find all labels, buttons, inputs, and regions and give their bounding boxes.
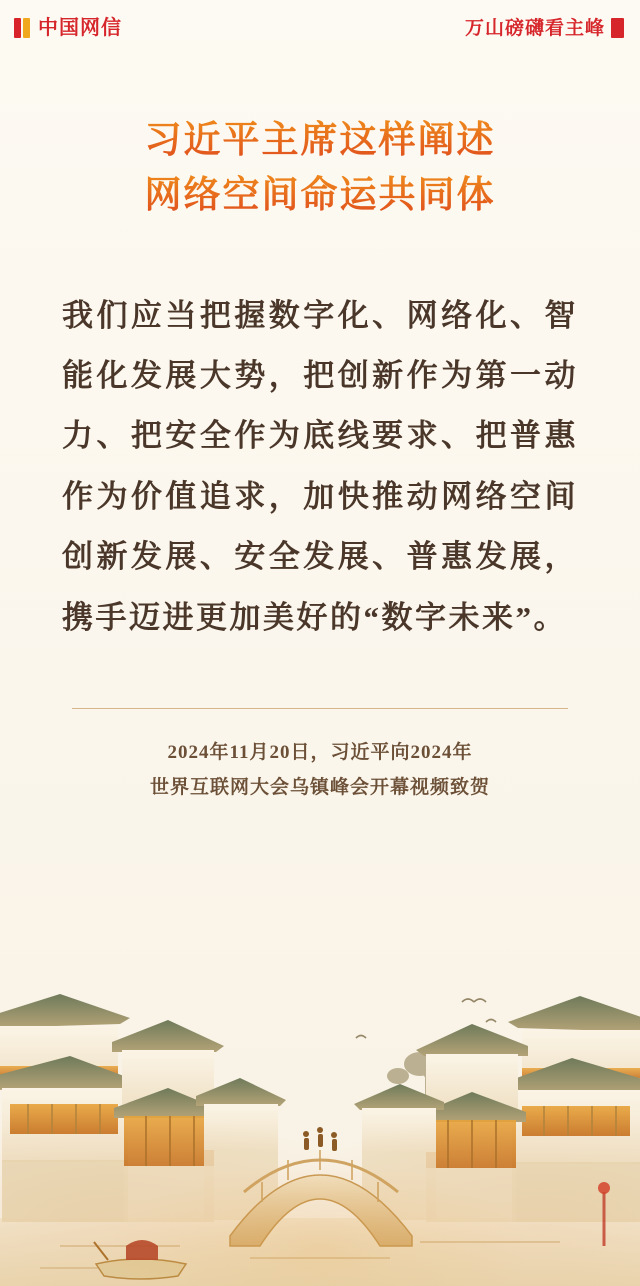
title-line-1: 习近平主席这样阐述: [40, 114, 600, 169]
page-title: [0, 114, 640, 224]
campaign-label: 万山磅礴看主峰: [464, 17, 605, 39]
brand-label: 中国网信: [38, 17, 122, 39]
top-bar: [0, 0, 640, 56]
flag-mark-icon: [14, 17, 31, 39]
source-line-2: 世界互联网大会乌镇峰会开幕视频致贺: [149, 777, 490, 799]
seal-stamp-icon: [611, 18, 624, 38]
bridge-figures: [303, 1127, 337, 1151]
water-band: [0, 1218, 640, 1286]
campaign-badge: [465, 18, 624, 38]
divider: [72, 708, 568, 709]
quote-body: 我们应当把握数字化、网络化、智能化发展大势，把创新作为第一动力、把安全作为底线要求、把普惠作为价值追求，加快推动网络空间创新发展、安全发展、普惠发展，携手迈进更加美好的“数字未来”。: [62, 297, 578, 635]
jiangnan-houses-right: [354, 996, 640, 1222]
jiangnan-houses-left: [0, 994, 286, 1222]
source-line-1: 2024年11月20日，习近平向2024年: [167, 742, 473, 764]
title-line-2: 网络空间命运共同体: [40, 169, 600, 224]
watertown-bridge-illustration: [0, 946, 640, 1286]
source-attribution: [70, 735, 570, 805]
brand-logo: [14, 17, 122, 39]
